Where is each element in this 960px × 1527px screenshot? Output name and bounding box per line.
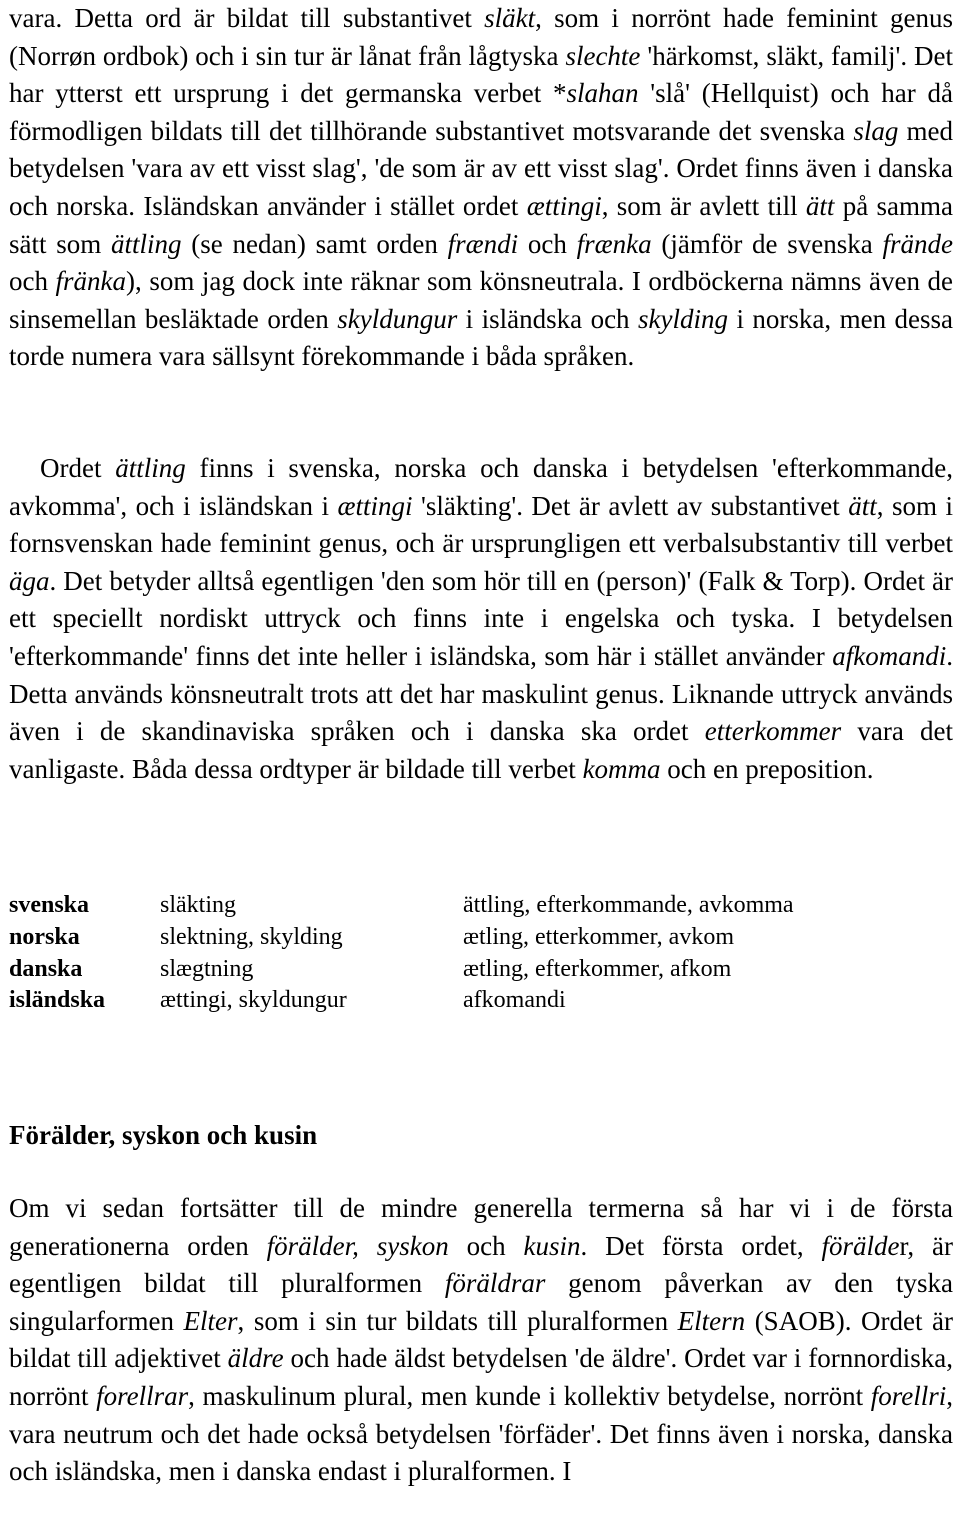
glossary-row — [9, 985, 953, 1017]
text-run: genom påverkan av den tyska singularformen — [9, 1268, 954, 1336]
italic-term: frände — [882, 228, 953, 259]
italic-term: ättling — [110, 228, 182, 259]
italic-term: skylding — [638, 303, 728, 334]
paragraph-foralder-etymology — [9, 1190, 953, 1491]
glossary-language: svenska — [9, 892, 90, 918]
text-run: i isländska och — [457, 303, 639, 334]
text-run: . Det betyder alltså egentligen 'den som hör till en (person)' (Falk & Torp). Ordet är ett speciellt nordiskt uttryck och finns inte i engelska och tyska. I betydelsen 'efterkommande' finns det inte heller i isländska, som här i stället använder — [9, 565, 953, 671]
text-run: ), som jag dock inte räknar som könsneutrala. I ordböckerna nämns även de sinsemellan besläktade orden — [9, 266, 953, 334]
glossary-language: isländska — [9, 987, 106, 1014]
italic-term: frændi — [447, 228, 519, 259]
glossary-row — [9, 890, 953, 922]
text-run: r, är egentligen bildat till pluralformen — [9, 1230, 953, 1299]
text-run: vara det vanligaste. Båda dessa ordtyper är bildade till verbet — [9, 716, 953, 784]
italic-term: äldre — [227, 1343, 284, 1374]
text-run: (SAOB). Ordet är bildat till adjektivet — [9, 1305, 953, 1374]
glossary-term: ættingi, skyldungur — [160, 987, 347, 1014]
glossary-language: danska — [9, 955, 83, 982]
text-run: 'släkting'. Det är avlett av substantivet — [412, 490, 849, 521]
text-run: med betydelsen 'vara av ett visst slag', 'de som är av ett visst slag'. Ordet finns även i danska och norska. Isländskan använder i stället ordet — [9, 115, 953, 221]
italic-term: forellrar — [96, 1380, 189, 1411]
paragraph-attling-etymology — [9, 450, 953, 788]
text-run: . Det första ordet, — [580, 1230, 822, 1261]
text-run: , som i norrönt hade feminint genus (Norrøn ordbok) och i sin tur är lånat från lågtyska — [9, 3, 953, 71]
text-run: och en preposition. — [660, 753, 874, 784]
text-run: och hade äldst betydelsen 'de äldre'. Ordet var i fornnordiska, norrönt — [9, 1343, 954, 1411]
text-run: , maskulinum plural, men kunde i kollektiv betydelse, norrönt — [188, 1380, 871, 1411]
glossary-language: norska — [9, 923, 80, 950]
text-run: och — [518, 228, 577, 259]
paragraph-slakting-etymology — [9, 0, 953, 376]
glossary-descendant-terms: ättling, efterkommande, avkomma — [463, 892, 794, 918]
italic-term: frænka — [576, 228, 652, 259]
text-run: och — [448, 1230, 524, 1261]
italic-term: slag — [853, 115, 899, 146]
italic-term: Elter — [183, 1305, 238, 1336]
italic-term: skyldungur — [337, 303, 458, 334]
italic-term: etterkommer — [704, 716, 842, 747]
text-run: Om vi sedan fortsätter till de mindre generella termerna så har vi i de första generationerna orden — [9, 1193, 953, 1261]
text-run: , som i fornsvenskan hade feminint genus, och är ursprungligen ett verbalsubstantiv till verbet — [9, 490, 953, 559]
glossary-descendant-terms: ætling, efterkommer, afkom — [463, 955, 732, 982]
glossary-row — [9, 922, 953, 954]
text-run: i norska, men dessa torde numera vara sällsynt förekommande i båda språken. — [9, 303, 953, 372]
glossary-table — [9, 890, 953, 1017]
text-run: , vara neutrum och det hade också betydelsen 'förfäder'. Det finns även i norska, danska och isländska, men i danska endast i pluralformen. I — [9, 1380, 953, 1487]
italic-term: fränka — [55, 266, 127, 297]
italic-term: slechte — [565, 40, 641, 71]
text-run: finns i svenska, norska och danska i betydelsen 'efterkommande, avkomma', och i isländskan i — [9, 453, 953, 521]
italic-term: föräldrar — [444, 1268, 546, 1299]
text-run: 'slå' (Hellquist) och har då förmodligen bildats till det tillhörande substantivet motsvarande det svenska — [9, 78, 953, 146]
text-run: och — [9, 266, 56, 297]
text-run: , som i sin tur bildats till pluralformen — [237, 1305, 678, 1336]
italic-term: ättling — [115, 453, 186, 483]
italic-term: afkomandi — [832, 640, 947, 671]
text-run: vara. Detta ord är bildat till substantivet — [9, 3, 485, 33]
italic-term: ätt — [805, 190, 835, 221]
section-heading: Förälder, syskon och kusin — [9, 1120, 318, 1150]
text-run: 'härkomst, släkt, familj'. Det har ytterst ett ursprung i det germanska verbet * — [9, 40, 953, 109]
italic-term: ættingi — [337, 490, 413, 521]
glossary-term: slektning, skylding — [160, 923, 343, 950]
italic-term: föräldе — [821, 1230, 900, 1261]
italic-term: ätt — [848, 490, 877, 521]
italic-term: ættingi — [526, 190, 602, 221]
text-run: , som är avlett till — [601, 190, 806, 221]
italic-term: kusin — [523, 1230, 581, 1261]
text-run: (se nedan) samt orden — [181, 228, 448, 259]
text-run: Ordet — [40, 453, 116, 483]
italic-term: komma — [582, 753, 661, 784]
text-run: . Detta används könsneutralt trots att det har maskulint genus. Liknande uttryck används även i de skandinaviska språken och i danska ska ordet — [9, 640, 953, 747]
italic-term: slahan — [566, 78, 639, 109]
italic-term: Eltern — [677, 1305, 746, 1336]
italic-term: äga — [9, 565, 50, 596]
glossary-descendant-terms: ætling, etterkommer, avkom — [463, 923, 734, 950]
glossary-term: släkting — [160, 892, 236, 918]
glossary-term: slægtning — [160, 955, 254, 982]
text-run: på samma sätt som — [9, 190, 953, 259]
text-run: (jämför de svenska — [651, 228, 883, 259]
italic-term: forellri — [870, 1380, 947, 1411]
glossary-descendant-terms: afkomandi — [463, 987, 566, 1014]
glossary-row — [9, 954, 953, 986]
italic-term: släkt — [484, 3, 536, 33]
italic-term: förälder, syskon — [266, 1230, 449, 1261]
